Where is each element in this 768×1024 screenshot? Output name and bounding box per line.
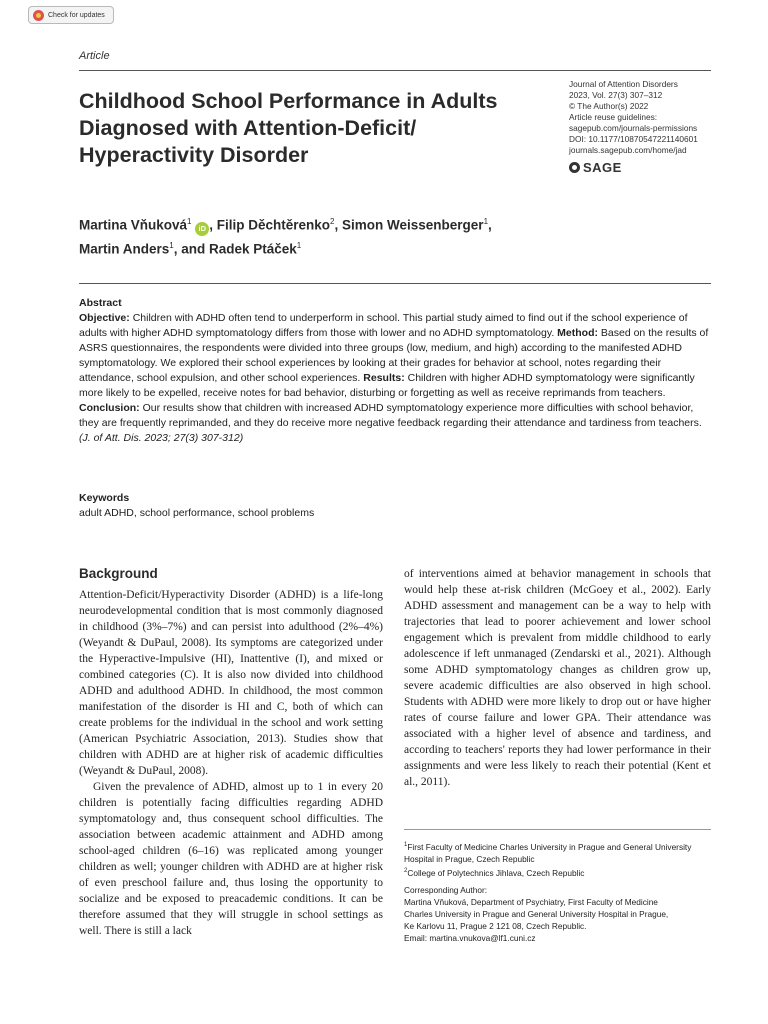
journal-info [569, 79, 719, 156]
journal-volume: 2023, Vol. 27(3) 307–312 [569, 90, 663, 100]
corresponding-line: Charles University in Prague and General University Hospital in Prague, [404, 908, 669, 919]
abstract-citation: (J. of Att. Dis. 2023; 27(3) 307-312) [79, 432, 244, 444]
affiliation-text: College of Polytechnics Jihlava, Czech Republic [407, 867, 585, 878]
body-paragraph: Attention-Deficit/Hyperactivity Disorder (ADHD) is a life-long neurodevelopmental condition that is most commonly diagnosed in childhood (3%–7%) and can persist into adulthood (2%–4%) (Weyandt & DuPaul, 2008). Its symptoms are categorized under the Hyperactive-Impulsive (HI), Inattentive (I), and mixed or combined categories (C). It is also now divided into childhood ADHD and adulthood ADHD. In childhood, the most common manifestation of the disorder is HI and C, both of which can create problems for the individual in the school and work setting (American Psychiatric Association, 2013). Studies show that children with ADHD are at higher risk of academic difficulties (Weyandt & DuPaul, 2008). [79, 589, 383, 777]
abstract-divider [79, 283, 711, 284]
objective-text: Children with ADHD often tend to underperform in school. This partial study aimed to find out if the school experience of adults with higher ADHD symptomatology differs from those with lower and no ADHD symptomatology. [79, 312, 688, 339]
journal-home-link[interactable]: journals.sagepub.com/home/jad [569, 145, 687, 155]
crossmark-icon [33, 10, 44, 21]
orcid-icon[interactable]: iD [195, 222, 209, 236]
body-paragraph: Given the prevalence of ADHD, almost up to 1 in every 20 children is potentially facing difficulties regarding ADHD symptomatology and, thus consequent school difficulties. The association between academic attainment and ADHD among school-aged children (6–16) was replicated among younger children as well; younger children with ADHD are at higher risk of even preschool failure and, thus losing the opportunity to socialize and be exposed to preacademic conditions. It can be therefore assumed that they will struggle in school settings as well. There is still a lack [79, 781, 383, 937]
journal-name: Journal of Attention Disorders [569, 79, 678, 89]
author-name: Filip Děchtěrenko [216, 217, 331, 233]
email-link[interactable]: Email: martina.vnukova@lf1.cuni.cz [404, 932, 536, 943]
header-divider [79, 70, 711, 71]
affiliation-text: First Faculty of Medicine Charles University in Prague and General University Hospital in Prague, Czech Republic [404, 841, 692, 864]
body-paragraph: of interventions aimed at behavior management in schools that would help these at-risk children (McGoey et al., 2002). Early ADHD assessment and management can be a way to help with trajectories that lead to poorer achievement and lower school engagement which is prevalent from middle childhood to early adolescence if left unmanaged (Zendarski et al., 2021). Although some ADHD symptomatology changes as children grow up, severe academic difficulties are also observed in high school. Students with ADHD were more likely to drop out or have higher rates of course failure and lower GPA. Their attendance was associated with a higher level of absence and tardiness, and according to teachers' reports they had lower performance in their assignments and were less likely to reach their potential (Kent et al., 2011). [404, 568, 711, 788]
doi-link[interactable]: DOI: 10.1177/10870547221140601 [569, 134, 698, 144]
affiliation-mark: 2 [330, 217, 335, 226]
results-label: Results: [363, 372, 405, 384]
keywords-heading: Keywords [79, 492, 130, 504]
publisher-logo-text: SAGE [583, 160, 622, 175]
reuse-label: Article reuse guidelines: [569, 112, 658, 122]
author-name: Radek Ptáček [208, 241, 297, 256]
publisher-logo [569, 160, 622, 175]
article-type-label: Article [79, 50, 110, 62]
abstract [79, 296, 711, 446]
keywords [79, 491, 711, 521]
conclusion-label: Conclusion: [79, 402, 140, 414]
affiliation-mark: 1 [187, 217, 192, 226]
footnotes [404, 829, 711, 944]
check-for-updates-label: Check for updates [48, 11, 105, 19]
corresponding-author-label: Corresponding Author: [404, 884, 488, 895]
affiliation-mark: 1 [296, 240, 302, 250]
affiliation-mark: 1 [483, 217, 489, 226]
method-text: Based on the results of ASRS questionnaires, the respondents were divided into three groups (low, medium, and high) according to the manifested ADHD symptomatology. We explored their school experiences by looking at their grades for behavior at school, notes regarding their attendance, school expulsion, and other school experiences. [79, 327, 709, 384]
method-label: Method: [557, 327, 598, 339]
keywords-text: adult ADHD, school performance, school problems [79, 507, 315, 519]
affiliation-mark: 1 [404, 842, 408, 848]
copyright: © The Author(s) 2022 [569, 101, 649, 111]
affiliation-mark: 1 [169, 240, 174, 250]
permissions-link[interactable]: sagepub.com/journals-permissions [569, 123, 698, 133]
check-for-updates-button[interactable] [28, 6, 114, 24]
abstract-heading: Abstract [79, 297, 122, 309]
body-column-right [404, 566, 711, 790]
corresponding-line: Ke Karlovu 11, Prague 2 121 08, Czech Republic. [404, 920, 587, 931]
author-name: Martina Vňuková [79, 217, 188, 233]
body-column-left [79, 566, 383, 939]
corresponding-line: Martina Vňuková, Department of Psychiatry, First Faculty of Medicine [404, 896, 658, 907]
objective-label: Objective: [79, 312, 130, 324]
affiliation-footnote [404, 865, 711, 879]
background-heading: Background [79, 566, 158, 581]
affiliation-footnote [404, 839, 711, 865]
author-name: Simon Weissenberger [342, 217, 484, 233]
article-title: Childhood School Performance in Adults Diagnosed with Attention-Deficit/ Hyperactivity Disorder [79, 89, 498, 167]
affiliation-mark: 2 [404, 867, 408, 874]
sage-logo-icon [569, 162, 580, 173]
results-text: Children with higher ADHD symptomatology were significantly more likely to be expelled, receive notes for bad behavior, disturbing or forgetting as well as receive reprimands from teachers. [79, 372, 695, 399]
conclusion-text: Our results show that children with increased ADHD symptomatology experience more difficulties with school behavior, they are frequently reprimanded, and they do receive more negative feedback regarding their attendance and tardiness from teachers. [79, 402, 702, 429]
author-name: Martin Anders [79, 241, 170, 256]
author-list: Martina Vňuková$^1$ iD , Filip Děchtěrenko$^2$, Simon Weissenberger$^1$, Martin Anders$^1$, and Radek Ptáček$^1$ [79, 217, 492, 256]
